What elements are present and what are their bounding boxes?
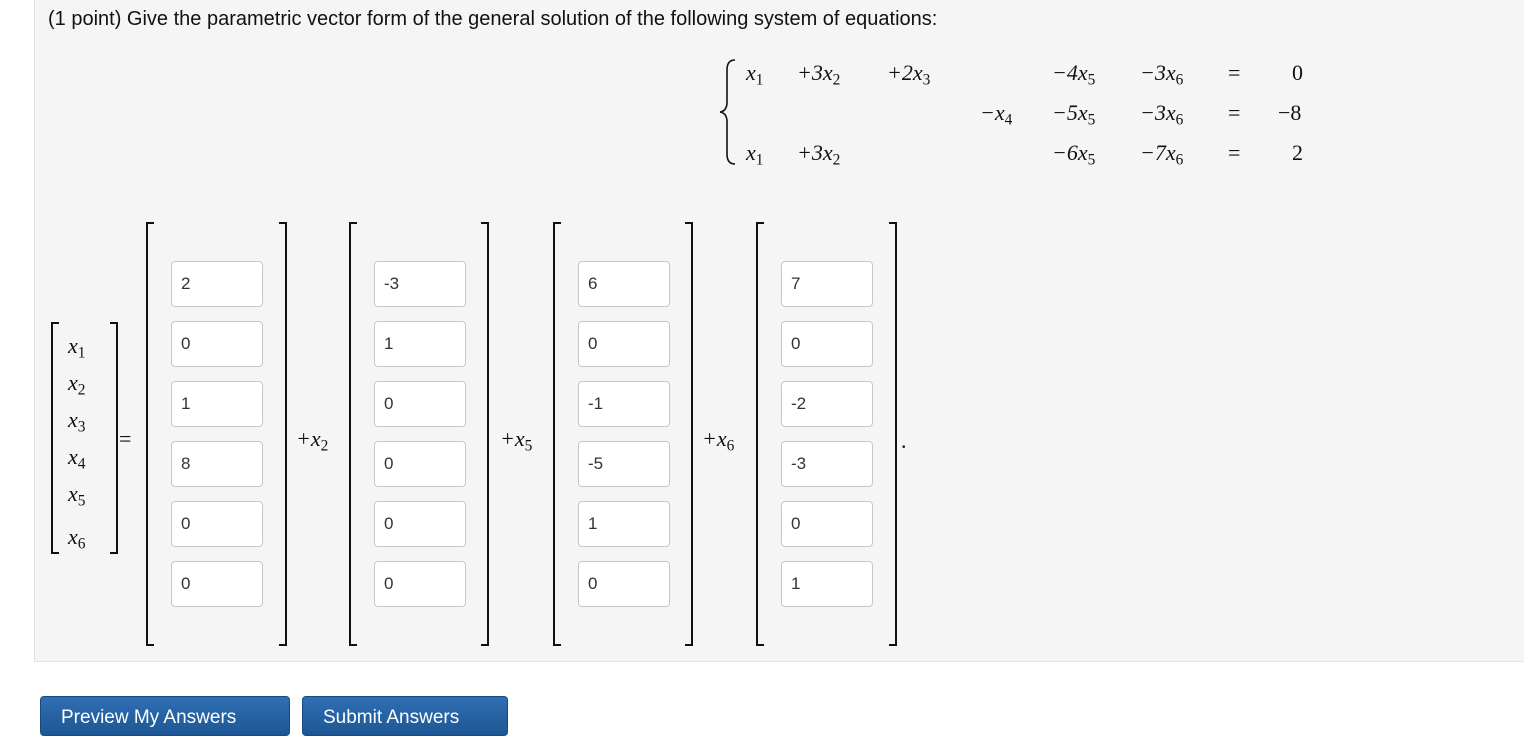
vec4-entry-3[interactable] — [781, 381, 873, 427]
eq2-rhs: −8 — [1278, 100, 1302, 125]
vec4-bracket-right — [889, 222, 897, 646]
eq2-term-x6: $-3x_6$ — [1140, 100, 1184, 129]
vec2-entry-2[interactable] — [374, 321, 466, 367]
vec3-entry-6[interactable] — [578, 561, 670, 607]
vec3-bracket-left — [553, 222, 561, 646]
vec4-bracket-left — [756, 222, 764, 646]
vec4-entry-1[interactable] — [781, 261, 873, 307]
vec2-entry-3[interactable] — [374, 381, 466, 427]
vec3-entry-5[interactable] — [578, 501, 670, 547]
eq2-term-x5: $-5x_5$ — [1052, 100, 1096, 129]
eq3-rhs: 2 — [1292, 140, 1303, 165]
vec2-entry-4[interactable] — [374, 441, 466, 487]
eq3-term-x1: $x_1$ — [746, 140, 764, 169]
vec1-entry-5[interactable] — [171, 501, 263, 547]
preview-answers-button[interactable]: Preview My Answers — [40, 696, 290, 736]
vec3-entry-2[interactable] — [578, 321, 670, 367]
lhs-bracket-left — [51, 322, 59, 554]
vec1-entry-1[interactable] — [171, 261, 263, 307]
vec3-entry-4[interactable] — [578, 441, 670, 487]
vec3-entry-3[interactable] — [578, 381, 670, 427]
eq3-equals: = — [1228, 140, 1241, 165]
coeff-x5: $+x_5$ — [500, 426, 533, 455]
vec2-bracket-left — [349, 222, 357, 646]
eq1-term-x3: $+2x_3$ — [887, 60, 931, 89]
eq1-equals: = — [1228, 60, 1241, 85]
final-period: . — [901, 428, 907, 453]
vec3-entry-1[interactable] — [578, 261, 670, 307]
lhs-var-x2: $x_2$ — [68, 370, 86, 399]
eq1-term-x6: $-3x_6$ — [1140, 60, 1184, 89]
vec2-bracket-right — [481, 222, 489, 646]
eq1-term-x1: $x_1$ — [746, 60, 764, 89]
vec2-entry-6[interactable] — [374, 561, 466, 607]
problem-prompt: (1 point) Give the parametric vector form of the general solution of the following system of equations: — [48, 8, 938, 30]
vec4-entry-2[interactable] — [781, 321, 873, 367]
submit-answers-button[interactable]: Submit Answers — [302, 696, 508, 736]
system-brace — [717, 58, 739, 166]
coeff-x2: $+x_2$ — [296, 426, 329, 455]
lhs-var-x3: $x_3$ — [68, 407, 86, 436]
lhs-equals: = — [119, 426, 132, 451]
eq3-term-x5: $-6x_5$ — [1052, 140, 1096, 169]
lhs-var-x1: $x_1$ — [68, 333, 86, 362]
lhs-var-x5: $x_5$ — [68, 481, 86, 510]
eq1-rhs: 0 — [1292, 60, 1303, 85]
lhs-var-x6: $x_6$ — [68, 524, 86, 553]
coeff-x6: $+x_6$ — [702, 426, 735, 455]
eq2-equals: = — [1228, 100, 1241, 125]
vec4-entry-4[interactable] — [781, 441, 873, 487]
eq2-term-x4: $-x_4$ — [980, 100, 1013, 129]
vec1-entry-6[interactable] — [171, 561, 263, 607]
vec2-entry-5[interactable] — [374, 501, 466, 547]
vec1-bracket-right — [279, 222, 287, 646]
eq3-term-x2: $+3x_2$ — [797, 140, 841, 169]
eq1-term-x2: $+3x_2$ — [797, 60, 841, 89]
vec1-entry-2[interactable] — [171, 321, 263, 367]
vec4-entry-6[interactable] — [781, 561, 873, 607]
eq1-term-x5: $-4x_5$ — [1052, 60, 1096, 89]
vec1-entry-4[interactable] — [171, 441, 263, 487]
lhs-bracket-right — [110, 322, 118, 554]
vec2-entry-1[interactable] — [374, 261, 466, 307]
vec4-entry-5[interactable] — [781, 501, 873, 547]
vec1-entry-3[interactable] — [171, 381, 263, 427]
vec1-bracket-left — [146, 222, 154, 646]
eq3-term-x6: $-7x_6$ — [1140, 140, 1184, 169]
vec3-bracket-right — [685, 222, 693, 646]
lhs-var-x4: $x_4$ — [68, 444, 86, 473]
